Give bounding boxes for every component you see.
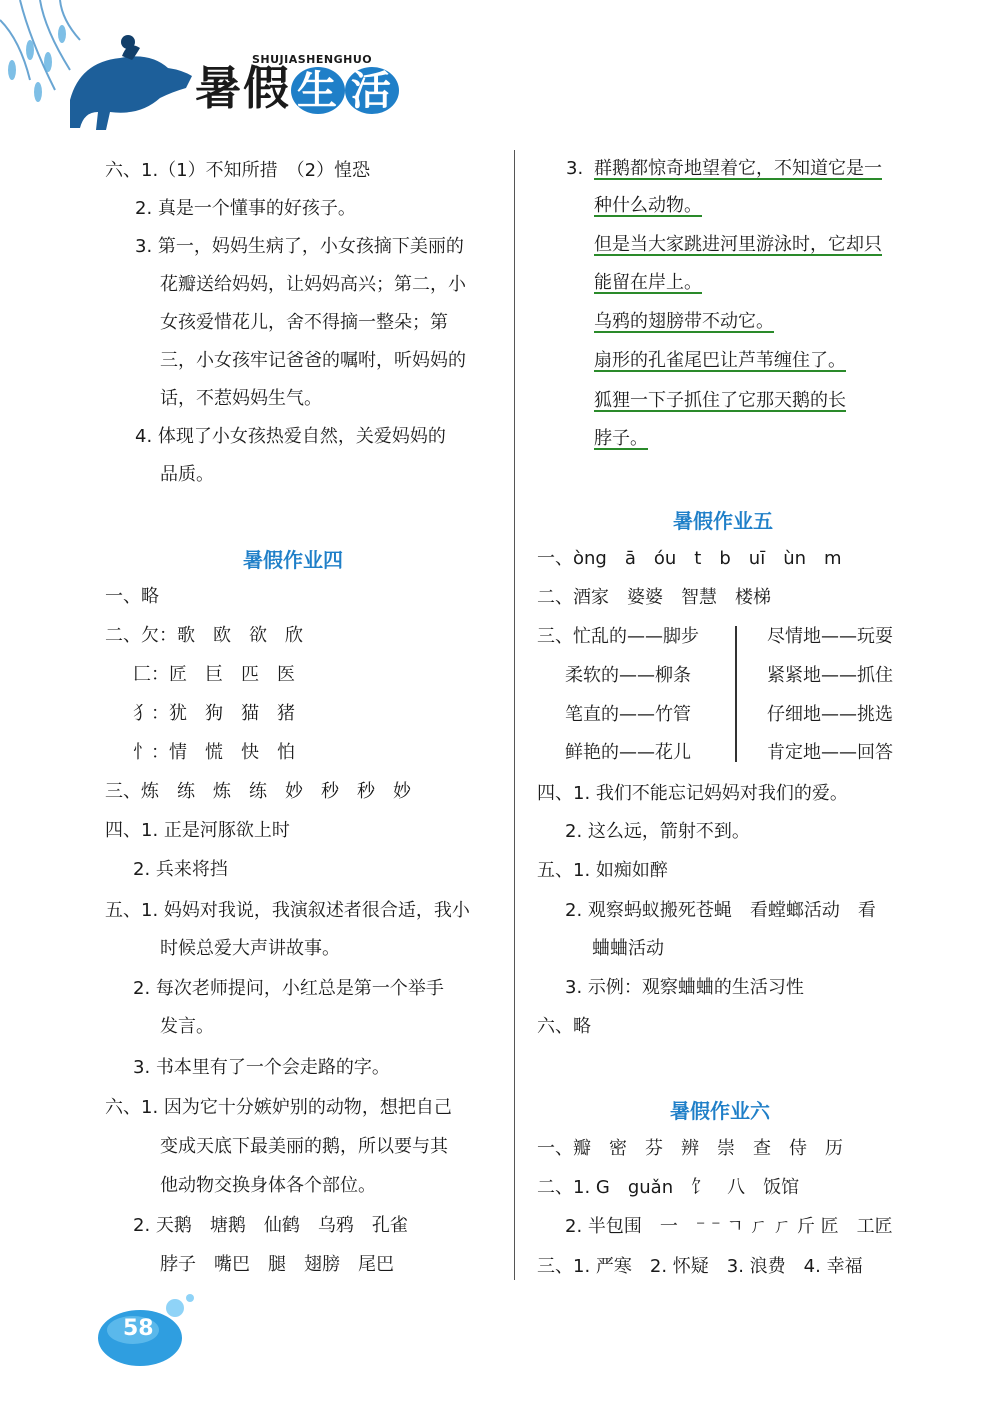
answer-line: 发言。: [160, 1016, 214, 1037]
answer-line: 匚：匠 巨 匹 医: [133, 664, 295, 685]
brand-title-highlight-1: 生: [291, 67, 345, 114]
answer-line: 六、1. 因为它十分嫉妒别的动物，想把自己: [105, 1097, 452, 1118]
answer-line: 3. 第一，妈妈生病了，小女孩摘下美丽的: [135, 236, 464, 257]
answer-number: 3.: [566, 158, 584, 179]
answer-line: 3. 示例：观察蛐蛐的生活习性: [565, 977, 804, 998]
answer-line: 五、1. 如痴如醉: [537, 860, 668, 881]
answer-line: 二、1. G guǎn 饣 八 饭馆: [537, 1177, 800, 1198]
brand-title-highlight-2: 活: [345, 67, 399, 114]
answer-line: 脖子 嘴巴 腿 翅膀 尾巴: [160, 1254, 394, 1275]
answer-line: 2. 观察蚂蚁搬死苍蝇 看螳螂活动 看: [565, 900, 876, 921]
answer-line: 话，不惹妈妈生气。: [160, 388, 322, 409]
column-divider: [514, 150, 515, 1280]
answer-line: 三、1. 严寒 2. 怀疑 3. 浪费 4. 幸福: [537, 1256, 863, 1277]
answer-line: 种什么动物。: [594, 195, 702, 216]
answer-line: 鲜艳的——花儿: [565, 742, 691, 763]
answer-line: 脖子。: [594, 428, 648, 449]
answer-line: 品质。: [160, 464, 214, 485]
answer-line: 2. 这么远，箭射不到。: [565, 821, 750, 842]
match-separator: [735, 626, 737, 762]
section-title-hw4: 暑假作业四: [243, 548, 343, 572]
answer-line: 三，小女孩牢记爸爸的嘱咐，听妈妈的: [160, 350, 466, 371]
answer-line: 一、瓣 密 芬 辨 崇 查 侍 历: [537, 1138, 843, 1159]
answer-line: 三、忙乱的——脚步: [537, 626, 699, 647]
answer-line: 忄：情 慌 快 怕: [133, 742, 295, 763]
answer-line: 3. 书本里有了一个会走路的字。: [133, 1057, 390, 1078]
answer-line: 六、1.（1）不知所措 （2）惶恐: [105, 160, 371, 181]
answer-line: 笔直的——竹管: [565, 704, 691, 725]
answer-line: 他动物交换身体各个部位。: [160, 1175, 376, 1196]
answer-line: 蛐蛐活动: [592, 938, 664, 959]
answer-line: 四、1. 正是河豚欲上时: [105, 820, 290, 841]
answer-line: 六、略: [537, 1016, 591, 1037]
answer-line: 四、1. 我们不能忘记妈妈对我们的爱。: [537, 783, 848, 804]
answer-line: 花瓣送给妈妈，让妈妈高兴；第二，小: [160, 274, 466, 295]
section-title-hw5: 暑假作业五: [673, 509, 773, 533]
answer-line: 2. 天鹅 塘鹅 仙鹤 乌鸦 孔雀: [133, 1215, 408, 1236]
brand-title-main: 暑假: [195, 61, 291, 115]
answer-line: 柔软的——柳条: [565, 665, 691, 686]
answer-line: 2. 真是一个懂事的好孩子。: [135, 198, 356, 219]
answer-line: 时候总爱大声讲故事。: [160, 938, 340, 959]
answer-line: 肯定地——回答: [767, 742, 893, 763]
answer-line: 二、酒家 婆婆 智慧 楼梯: [537, 587, 771, 608]
answer-line: 能留在岸上。: [594, 272, 702, 293]
answer-line: 仔细地——挑选: [767, 704, 893, 725]
answer-line: 2. 每次老师提问，小红总是第一个举手: [133, 978, 444, 999]
header-logo: [0, 0, 420, 150]
page-number-badge: [95, 1290, 205, 1370]
answer-line: 犭：犹 狗 猫 猪: [133, 703, 295, 724]
answer-line: 紧紧地——抓住: [767, 665, 893, 686]
answer-line: 乌鸦的翅膀带不动它。: [594, 311, 774, 332]
answer-line: 扇形的孔雀尾巴让芦苇缠住了。: [594, 350, 846, 371]
brand-subtitle: SHUJIASHENGHUO: [252, 53, 373, 66]
answer-line: 二、欠：歌 欧 欲 欣: [105, 625, 303, 646]
answer-line: 尽情地——玩耍: [767, 626, 893, 647]
section-title-hw6: 暑假作业六: [670, 1099, 770, 1123]
answer-line: 群鹅都惊奇地望着它，不知道它是一: [594, 158, 882, 179]
answer-line: 一、òng ā óu t b uī ùn m: [537, 548, 842, 569]
answer-line: 狐狸一下子抓住了它那天鹅的长: [594, 390, 846, 411]
answer-line: 一、略: [105, 586, 159, 607]
answer-line: 变成天底下最美丽的鹅，所以要与其: [160, 1136, 448, 1157]
answer-line: 4. 体现了小女孩热爱自然，关爱妈妈的: [135, 426, 446, 447]
page-number: 58: [123, 1316, 154, 1341]
answer-line: 2. 半包围 一 ⁻ ⁻ ㄱ ㄏ ㄏ 斤 匠 工匠: [565, 1216, 893, 1237]
answer-line: 五、1. 妈妈对我说，我演叙述者很合适，我小: [105, 900, 470, 921]
answer-line: 但是当大家跳进河里游泳时，它却只: [594, 234, 882, 255]
answer-line: 2. 兵来将挡: [133, 859, 228, 880]
answer-line: 女孩爱惜花儿，舍不得摘一整朵；第: [160, 312, 448, 333]
answer-line: 三、炼 练 炼 练 妙 秒 秒 妙: [105, 781, 411, 802]
